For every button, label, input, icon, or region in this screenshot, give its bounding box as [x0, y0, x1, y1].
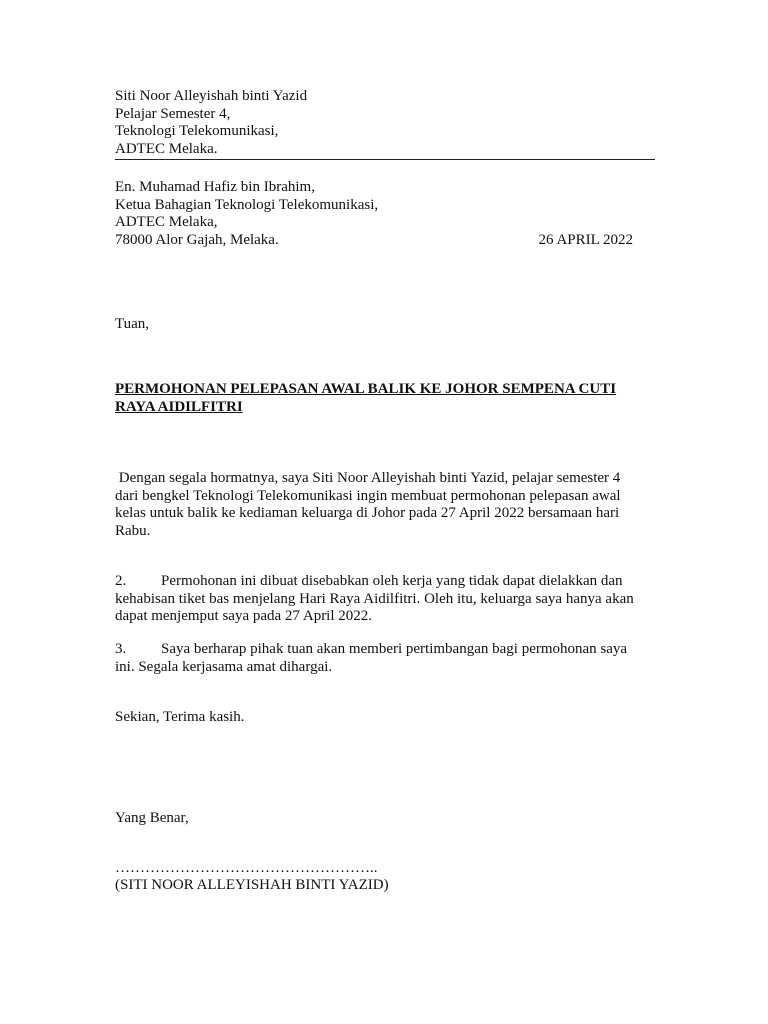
sender-semester: Pelajar Semester 4,: [115, 105, 231, 122]
paragraph-1-line: Rabu.: [115, 522, 151, 539]
recipient-address: [115, 179, 378, 249]
paragraph-2-line: dapat menjemput saya pada 27 April 2022.: [115, 608, 373, 624]
signature-line: ……………………………………………..: [115, 860, 378, 876]
paragraph-3-number: 3.: [115, 641, 127, 657]
recipient-name: En. Muhamad Hafiz bin Ibrahim,: [115, 179, 315, 195]
paragraph-1-line: Dengan segala hormatnya, saya Siti Noor Alleyishah binti Yazid, pelajar semester 4: [115, 470, 621, 486]
header-divider: [115, 159, 655, 160]
paragraph-3: [115, 641, 655, 676]
recipient-institution: ADTEC Melaka,: [115, 214, 218, 230]
subject-line-2: RAYA AIDILFITRI: [115, 398, 243, 415]
sender-department: Teknologi Telekomunikasi,: [115, 123, 279, 139]
recipient-city: 78000 Alor Gajah, Melaka.: [115, 231, 279, 248]
salutation: Tuan,: [115, 316, 150, 332]
paragraph-3-line: Saya berharap pihak tuan akan memberi pertimbangan bagi permohonan saya: [161, 641, 628, 657]
sender-address: [115, 88, 307, 158]
paragraph-2: [115, 573, 655, 626]
paragraph-1: [115, 470, 655, 540]
subject-heading: [115, 381, 616, 416]
paragraph-1-line: dari bengkel Teknologi Telekomunikasi ingin membuat permohonan pelepasan awal: [115, 487, 621, 504]
recipient-title: Ketua Bahagian Teknologi Telekomunikasi,: [115, 196, 379, 213]
subject-line-1: PERMOHONAN PELEPASAN AWAL BALIK KE JOHOR SEMPENA CUTI: [115, 381, 617, 397]
paragraph-2-line: Permohonan ini dibuat disebabkan oleh kerja yang tidak dapat dielakkan dan: [161, 573, 623, 589]
valediction: Yang Benar,: [115, 810, 189, 826]
letter-date: 26 APRIL 2022: [538, 232, 633, 248]
sender-institution: ADTEC Melaka.: [115, 140, 218, 157]
paragraph-1-line: kelas untuk balik ke kediaman keluarga di Johor pada 27 April 2022 bersamaan hari: [115, 505, 620, 521]
paragraph-2-line: kehabisan tiket bas menjelang Hari Raya Aidilfitri. Oleh itu, keluarga saya hanya akan: [115, 590, 634, 607]
closing-remark: Sekian, Terima kasih.: [115, 709, 245, 725]
paragraph-2-number: 2.: [115, 573, 127, 589]
sender-name: Siti Noor Alleyishah binti Yazid: [115, 88, 308, 104]
paragraph-3-line: ini. Segala kerjasama amat dihargai.: [115, 658, 333, 675]
signatory-name: (SITI NOOR ALLEYISHAH BINTI YAZID): [115, 877, 389, 893]
